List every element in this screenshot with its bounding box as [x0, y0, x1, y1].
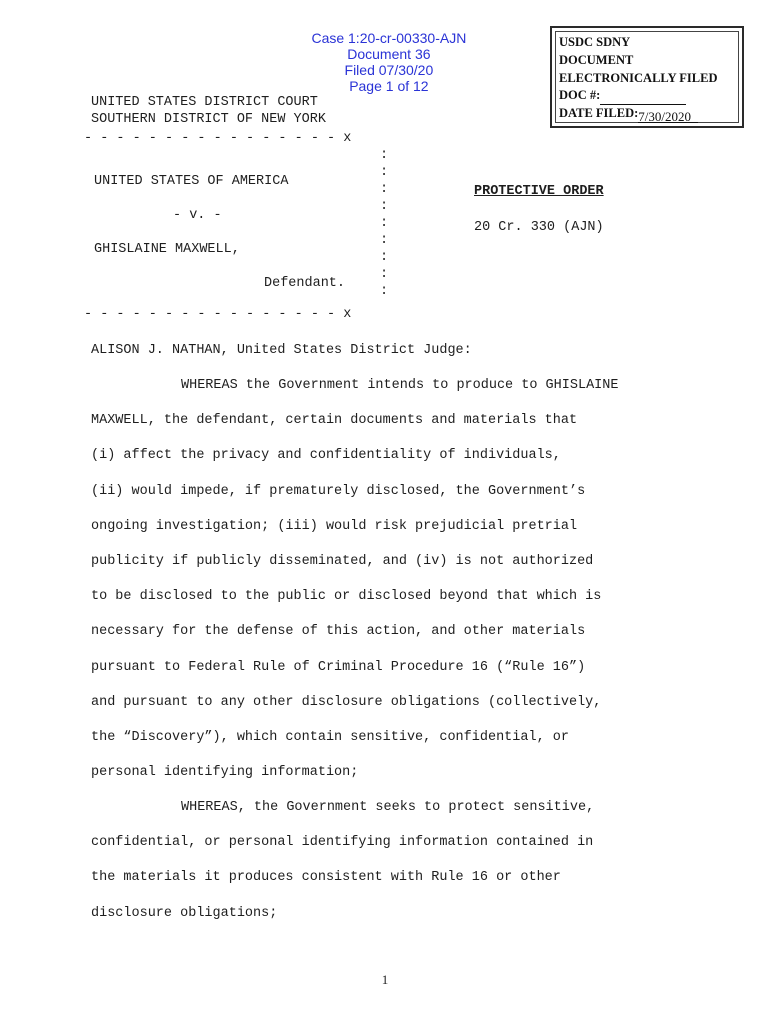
body-line: the “Discovery”), which contain sensitive, confidential, or: [91, 730, 569, 745]
case-number: 20 Cr. 330 (AJN): [474, 220, 604, 235]
body-line: ongoing investigation; (iii) would risk prejudicial pretrial: [91, 519, 578, 534]
filing-stamp: [550, 26, 744, 128]
body-line: the materials it produces consistent with Rule 16 or other: [91, 870, 561, 885]
body-line: WHEREAS, the Government seeks to protect sensitive,: [181, 800, 595, 815]
body-line: disclosure obligations;: [91, 906, 278, 921]
body-line: WHEREAS the Government intends to produce to GHISLAINE: [181, 378, 619, 393]
ecf-document-number: Document 36: [347, 46, 431, 62]
ecf-page-count: Page 1 of 12: [349, 78, 429, 94]
body-line: MAXWELL, the defendant, certain documents and materials that: [91, 413, 578, 428]
body-line: and pursuant to any other disclosure obligations (collectively,: [91, 695, 602, 710]
body-line: (ii) would impede, if prematurely disclosed, the Government’s: [91, 484, 586, 499]
caption-colon: :: [380, 267, 389, 282]
stamp-date-value: 7/30/2020: [638, 108, 698, 123]
stamp-doc-value: [600, 90, 686, 105]
stamp-document: DOCUMENT: [559, 52, 634, 67]
body-line: pursuant to Federal Rule of Criminal Procedure 16 (“Rule 16”): [91, 660, 586, 675]
caption-dash-top: - - - - - - - - - - - - - - - - x: [84, 131, 352, 146]
caption-colon: :: [380, 199, 389, 214]
body-line: necessary for the defense of this action, and other materials: [91, 624, 586, 639]
judge-line: ALISON J. NATHAN, United States District Judge:: [91, 343, 472, 358]
page-number: 1: [381, 972, 389, 987]
caption-colon: :: [380, 284, 389, 299]
caption-versus: - v. -: [173, 208, 222, 223]
body-line: publicity if publicly disseminated, and (iv) is not authorized: [91, 554, 594, 569]
body-line: to be disclosed to the public or disclosed beyond that which is: [91, 589, 602, 604]
caption-colon: :: [380, 182, 389, 197]
ecf-filed-date: Filed 07/30/20: [344, 62, 434, 78]
body-line: confidential, or personal identifying information contained in: [91, 835, 594, 850]
court-name-line2: SOUTHERN DISTRICT OF NEW YORK: [91, 112, 326, 127]
stamp-doc-label: DOC #:: [559, 88, 601, 103]
court-name-line1: UNITED STATES DISTRICT COURT: [91, 95, 318, 110]
stamp-date-label: DATE FILED:: [559, 106, 639, 121]
caption-dash-bottom: - - - - - - - - - - - - - - - - x: [84, 307, 352, 322]
caption-defendant-name: GHISLAINE MAXWELL,: [94, 242, 240, 257]
caption-colon: :: [380, 233, 389, 248]
caption-plaintiff: UNITED STATES OF AMERICA: [94, 174, 289, 189]
body-line: personal identifying information;: [91, 765, 359, 780]
caption-colon: :: [380, 148, 389, 163]
order-title: PROTECTIVE ORDER: [474, 184, 604, 199]
caption-colon: :: [380, 165, 389, 180]
stamp-doc-number-row: [559, 87, 742, 105]
stamp-usdc-sdny: USDC SDNY: [559, 35, 631, 49]
caption-defendant-label: Defendant.: [264, 276, 346, 291]
body-line: (i) affect the privacy and confidentiality of individuals,: [91, 448, 561, 463]
ecf-case-number: Case 1:20-cr-00330-AJN: [311, 30, 467, 46]
caption-colon: :: [380, 250, 389, 265]
stamp-electronically-filed: ELECTRONICALLY FILED: [559, 70, 718, 85]
stamp-date-filed-row: [559, 105, 742, 123]
caption-colon: :: [380, 216, 389, 231]
